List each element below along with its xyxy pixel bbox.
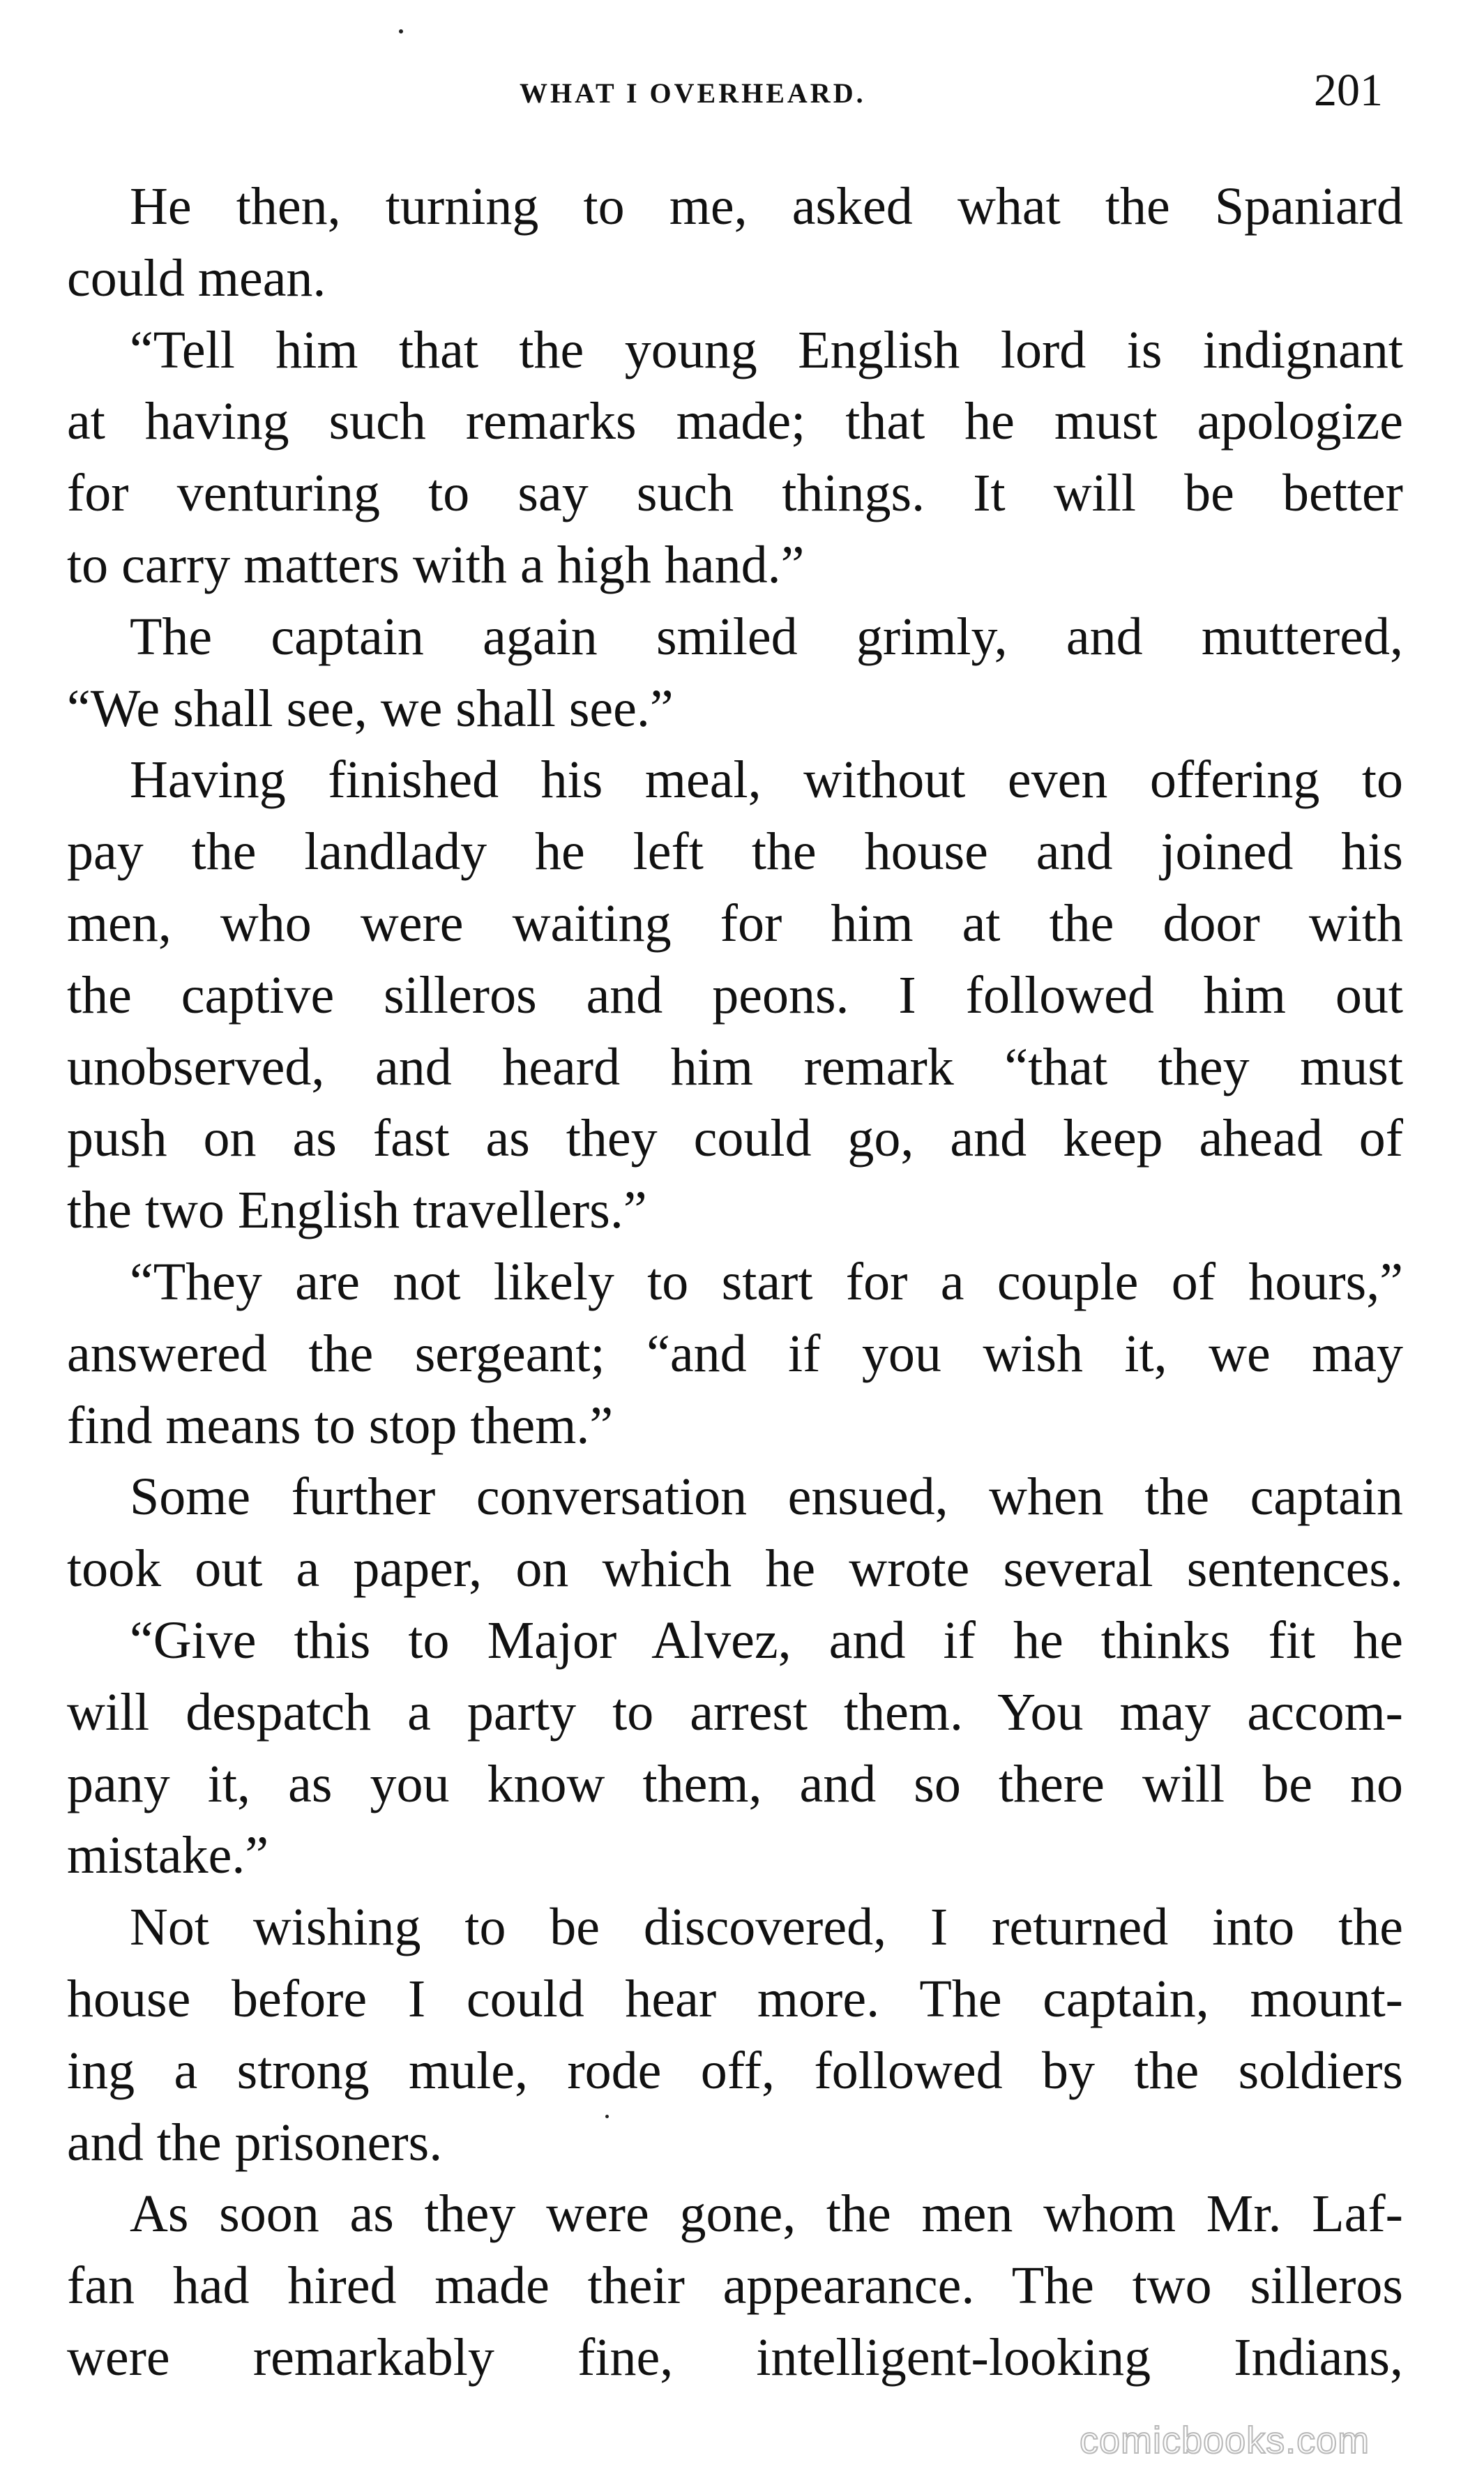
- text-line: the captive silleros and peons. I followed him out: [67, 965, 1403, 1025]
- text-line: will despatch a party to arrest them. You may accom-: [67, 1682, 1403, 1742]
- text-line: He then, turning to me, asked what the Spaniard: [130, 177, 1403, 236]
- text-line: Having finished his meal, without even offering to: [130, 750, 1403, 810]
- watermark: comicbooks.com: [1080, 2420, 1370, 2461]
- text-line: “Tell him that the young English lord is indignant: [130, 320, 1403, 379]
- text-line: “They are not likely to start for a couple of hours,”: [130, 1252, 1403, 1311]
- text-line: find means to stop them.”: [67, 1396, 614, 1455]
- text-line: mistake.”: [67, 1826, 269, 1885]
- text-line: at having such remarks made; that he must apologize: [67, 392, 1403, 451]
- page-number: 201: [1314, 65, 1383, 116]
- text-line: “Give this to Major Alvez, and if he thinks fit he: [130, 1610, 1403, 1670]
- text-line: As soon as they were gone, the men whom Mr. Laf-: [130, 2184, 1403, 2244]
- text-line: answered the sergeant; “and if you wish it, we may: [67, 1324, 1403, 1383]
- text-line: fan had hired made their appearance. The two silleros: [67, 2256, 1403, 2316]
- text-line: men, who were waiting for him at the door with: [67, 893, 1403, 953]
- text-line: to carry matters with a high hand.”: [67, 535, 805, 594]
- text-line: “We shall see, we shall see.”: [67, 679, 674, 738]
- text-line: took out a paper, on which he wrote several sentences.: [67, 1539, 1403, 1599]
- text-line: were remarkably fine, intelligent-looking Indians,: [67, 2327, 1403, 2387]
- text-line: The captain again smiled grimly, and muttered,: [130, 607, 1403, 666]
- running-title: WHAT I OVERHEARD.: [520, 77, 866, 109]
- text-line: the two English travellers.”: [67, 1181, 647, 1240]
- text-line: pany it, as you know them, and so there will be no: [67, 1754, 1403, 1813]
- text-line: ing a strong mule, rode off, followed by the soldiers: [67, 2041, 1403, 2100]
- text-line: pay the landlady he left the house and joined his: [67, 822, 1403, 882]
- text-line: Not wishing to be discovered, I returned into the: [130, 1898, 1403, 1957]
- text-line: push on as fast as they could go, and keep ahead of: [67, 1109, 1403, 1168]
- text-line: Some further conversation ensued, when the captain: [130, 1467, 1403, 1527]
- text-line: could mean.: [67, 248, 326, 308]
- page-header: [0, 64, 1484, 120]
- body-text: [67, 171, 1403, 2394]
- text-line: and the prisoners.: [67, 2113, 443, 2172]
- print-speck: [399, 29, 403, 33]
- text-line: house before I could hear more. The captain, mount-: [67, 1969, 1403, 2028]
- text-line: for venturing to say such things. It will be better: [67, 464, 1403, 523]
- text-line: unobserved, and heard him remark “that they must: [67, 1037, 1403, 1096]
